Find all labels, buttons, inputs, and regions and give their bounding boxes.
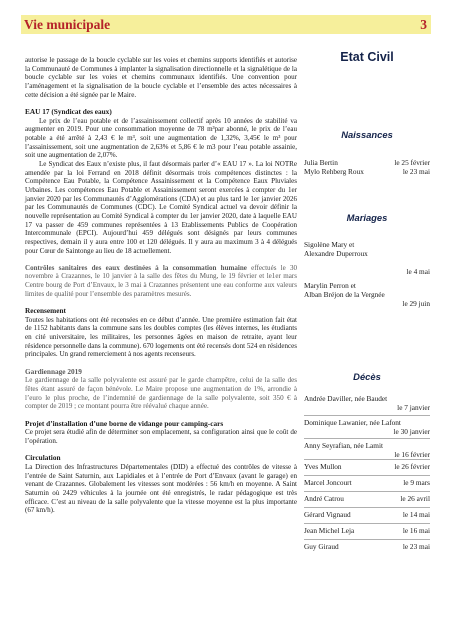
person-name: Alban Bréjon de la Vergnée: [304, 290, 385, 299]
intro-paragraph: autorise le passage de la boucle cyclable sur les voies et chemins supports identifiés et autorise la Communauté de Communes à implanter la signalisation directionnelle et la signalétique de la boucle cyclable sur les voies et chemins communaux identifiés. Une convention pour l’aménagement et la signalisation de la boucle cyclable et l’ensemble des actes nécessaires à cette décision a été signée par le Maire.: [25, 56, 297, 99]
controles-heading: Contrôles sanitaires des eaux destinées à la consommation humaine: [25, 263, 247, 272]
event-date: le 26 avril: [400, 494, 430, 503]
projet-heading: Projet d’installation d’une borne de vidange pour camping-cars: [25, 418, 224, 428]
event-date: le 30 janvier: [393, 427, 430, 436]
gardiennage-text: Le gardiennage de la salle polyvalente est assuré par le garde champêtre, celui de la salle des fêtes étant assuré de façon bénévole. Le Maire propose une augmentation de 1%, arrondie à l’euro le plus proche, de l’indemnité de gardiennage de la salle polyvalente, soit 350 € à compter de 2019 ; ce montant pourra être réévalué chaque année.: [25, 376, 297, 411]
person-name: Gérard Vignaud: [304, 510, 351, 519]
list-item: [304, 158, 430, 167]
person-name: Yves Mullon: [304, 462, 342, 471]
controles-text: effectués le 30 novembre à Crazannes, le 10 janvier à la salle des fêtes du Mung, le 19 février et le1er mars Centre bourg de Port d’Envaux, le 3 mai à Crazannes présentent une eau conforme aux valeurs limites de qualité pour l’ensemble des paramètres mesurés.: [25, 263, 298, 298]
person-name: Guy Giraud: [304, 542, 339, 551]
list-item: [304, 523, 430, 535]
person-name: Marylin Perron et: [304, 281, 356, 290]
event-date: le 23 mai: [402, 167, 430, 176]
list-item: [304, 394, 430, 412]
person-name: Julia Bertin: [304, 158, 338, 167]
list-item: [304, 507, 430, 519]
circulation-section: [25, 454, 297, 515]
section-title: Vie municipale: [24, 17, 111, 32]
list-item: [304, 491, 430, 503]
person-name: Mylo Rehberg Roux: [304, 167, 364, 176]
list-item: [304, 438, 430, 459]
person-name: Jean Michel Leja: [304, 526, 355, 535]
eau17-paragraph-2: Le Syndicat des Eaux n’existe plus, il faut désormais parler d’« EAU 17 ». La loi NOTRe amendée par la loi Ferrand en 2018 définit désormais trois compétences distinctes : la Compétence Eau Potable, la Compétence Assainissement et la Compétence Eaux Pluviales Urbaines. Les compétences Eau Potable et Assainissement seront exercées à compter du 1er janvier 2020 par les Communautés d’Agglomérations (CDA) et au plus tard le 1er janvier 2026 par les Communautés de Communes (CDC). Le Comité Syndical actuel va devoir définir la nouvelle représentation au Comité Syndical à compter du 1er janvier 2020, date à laquelle EAU 17 va passer de 459 communes représentées à 13 Etablissements Publics de Coopération Intercommunale (EPCI). Aujourd’hui 459 délégués sont désignés par leurs communes respectives, demain il y aura entre 100 et 120 délégués. Il y aura au maximum 3 à 4 délégués pour Cœur de Saintonge au lieu de 18 actuellement.: [25, 159, 297, 255]
naissances-heading: Naissances: [341, 129, 393, 140]
person-name: Sigolène Mary et: [304, 240, 355, 249]
list-item: [304, 281, 430, 308]
list-item: [304, 459, 430, 471]
event-date: le 9 mars: [403, 478, 430, 487]
event-date: le 26 février: [394, 462, 430, 471]
list-item: [304, 475, 430, 487]
mariages-heading: Mariages: [346, 212, 388, 223]
event-date: le 16 mai: [402, 526, 430, 535]
person-name: André Catrou: [304, 494, 344, 503]
event-date: le 16 février: [394, 450, 430, 459]
etat-civil-column: [304, 50, 430, 551]
deces-heading: Décès: [353, 371, 381, 382]
recensement-heading: Recensement: [25, 305, 66, 315]
eau17-heading: EAU 17 (Syndicat des eaux): [25, 106, 112, 116]
person-name: Marcel Joncourt: [304, 478, 352, 487]
recensement-section: [25, 307, 297, 359]
etat-civil-title: Etat Civil: [340, 50, 394, 64]
person-name: Dominique Lawanier, née Lafont: [304, 418, 401, 427]
main-column: [25, 56, 297, 524]
page-header: [21, 15, 431, 34]
projet-text: Ce projet sera étudié afin de déterminer son emplacement, sa configuration ainsi que le coût de l’opération.: [25, 428, 297, 446]
controles-section: [25, 264, 297, 299]
recensement-text: Toutes les habitations ont été recensées en ce début d’année. Une première estimation fait état de 1152 habitants dans la commune sans les doubles comptes (les élèves internes, les étudiants en cité universitaire, les militaires, les personnes âgées en maison de retraite, ayant leur résidence personnelle dans la commune). 670 logements ont été recensés dont 524 en résidences principales. Un grand remerciement à nos agents recenseurs.: [25, 315, 297, 359]
event-date: le 4 mai: [406, 267, 430, 276]
eau17-section: [25, 108, 297, 255]
circulation-text: La Direction des Infrastructures Départementales (DID) a effectué des contrôles de vitesse à l’entrée de Saint Saturnin, aux Lapidiales et à l’entrée de Port d’Envaux (avant le garage) en venant de Crazannes. Globalement les vitesses sont modérées : 56 km/h en moyenne. A Saint Saturnin où 2429 véhicules à la journée ont été enregistrés, le radar pédagogique est très efficace. C’est au niveau de la salle polyvalente que la vitesse moyenne est la plus importante (67 km/h).: [25, 463, 297, 515]
list-item: [304, 539, 430, 551]
eau17-paragraph-1: Le prix de l’eau potable et de l’assainissement collectif après 10 années de stabilité va augmenter en 2019. Pour une consommation moyenne de 78 m³par abonné, le prix de l’eau potable a été arrêté à 2,43 € le m³, soit une augmentation de 1,32%, 3,45€ le m³ pour l’assainissement, soit une augmentation de 2,63% et 5,86 € le m3 pour l’eau potable assainie, soit une augmentation de 2,07%.: [25, 116, 297, 160]
gardiennage-section: [25, 368, 297, 411]
event-date: le 23 mai: [402, 542, 430, 551]
list-item: [304, 167, 430, 176]
person-name: Alexandre Duperroux: [304, 249, 368, 258]
page-number: 3: [420, 17, 427, 32]
list-item: [304, 240, 430, 276]
list-item: [304, 415, 430, 436]
event-date: le 25 février: [394, 158, 430, 167]
projet-section: [25, 420, 297, 446]
person-name: Andrée Daviller, née Baudet: [304, 394, 388, 403]
event-date: le 29 juin: [402, 299, 430, 308]
person-name: Anny Seyrafian, née Lamit: [304, 441, 384, 450]
gardiennage-heading: Gardiennage 2019: [25, 366, 82, 376]
event-date: le 14 mai: [402, 510, 430, 519]
event-date: le 7 janvier: [397, 403, 430, 412]
circulation-heading: Circulation: [25, 453, 61, 463]
